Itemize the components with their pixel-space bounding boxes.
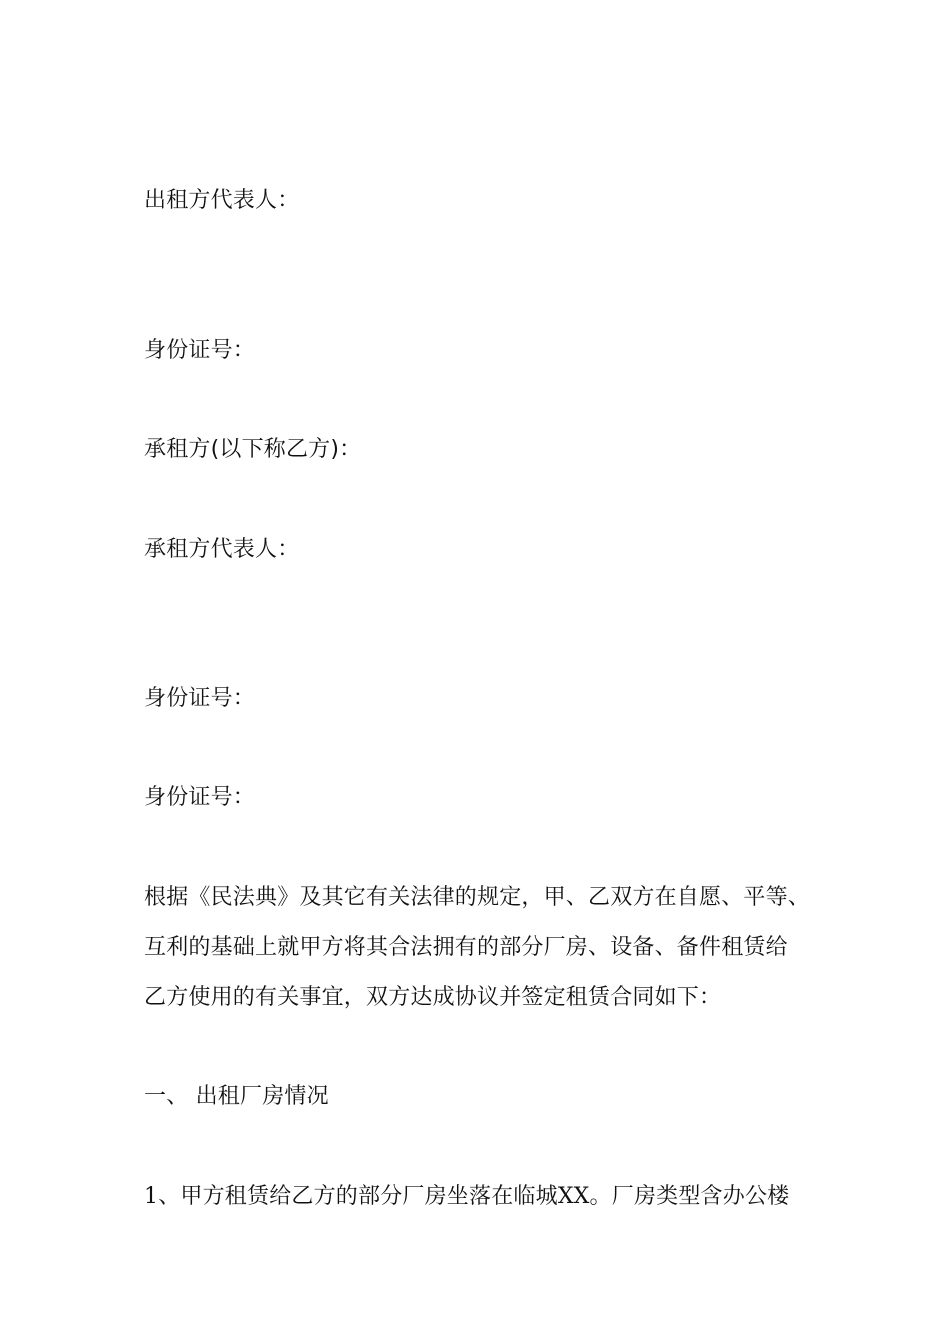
section-heading: 一、 出租厂房情况 <box>144 1084 329 1109</box>
preamble-line: 根据《民法典》及其它有关法律的规定，甲、乙双方在自愿、平等、 <box>144 885 811 910</box>
preamble-line: 互利的基础上就甲方将其合法拥有的部分厂房、设备、备件租赁给 <box>144 935 788 960</box>
clause-text: 、甲方租赁给乙方的部分厂房坐落在临城 <box>158 1184 558 1209</box>
lessor-representative-label: 出租方代表人： <box>144 188 300 213</box>
lessee-representative-label: 承租方代表人： <box>144 537 300 562</box>
clause-number: 1 <box>144 1184 159 1209</box>
clause-placeholder: XX <box>557 1184 590 1209</box>
preamble-line: 乙方使用的有关事宜，双方达成协议并签定租赁合同如下： <box>144 985 722 1010</box>
lessee-label: 承租方(以下称乙方)： <box>144 437 362 462</box>
id-number-label: 身份证号： <box>144 686 256 711</box>
clause-line <box>144 1182 789 1212</box>
id-number-label: 身份证号： <box>144 785 256 810</box>
id-number-label: 身份证号： <box>144 338 256 363</box>
clause-text: 。厂房类型含办公楼 <box>589 1184 790 1209</box>
